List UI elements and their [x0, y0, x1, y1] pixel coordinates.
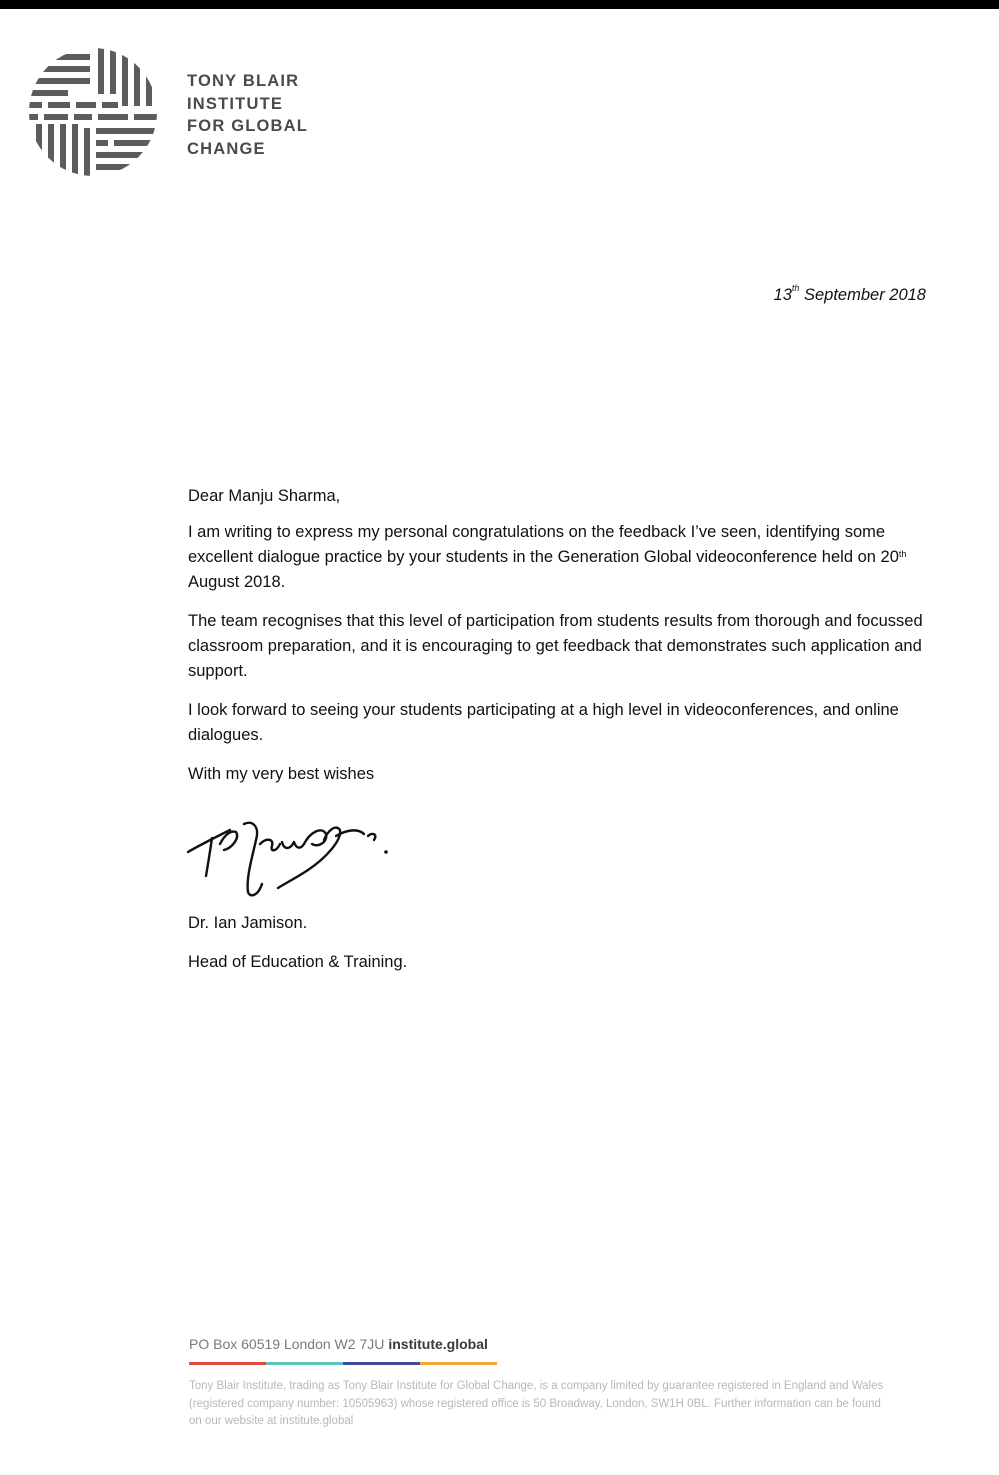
rule-segment-navy [343, 1362, 420, 1365]
paragraph-look-forward: I look forward to seeing your students participating at a high level in videoconferences, and online dialogues. [188, 701, 899, 744]
organization-name-line: FOR GLOBAL [187, 117, 309, 135]
organization-name-line: TONY BLAIR [187, 72, 300, 90]
organization-name-line: CHANGE [187, 139, 266, 158]
rule-segment-teal [266, 1362, 343, 1365]
ordinal-suffix: th [898, 549, 907, 559]
organization-name [187, 70, 308, 160]
letter-body [188, 484, 928, 801]
footer-legal-notice: Tony Blair Institute, trading as Tony Blair Institute for Global Change, is a company limited by guarantee registered in England and Wales (registered company number: 10505963) whose registered office is 50 Broadway, London, SW1H 0BL. Further information can be found on our website at institute.global [189, 1380, 884, 1427]
organization-name-line: INSTITUTE [187, 94, 284, 113]
footer-color-rule [189, 1362, 497, 1365]
rule-segment-orange [420, 1362, 497, 1365]
closing: With my very best wishes [188, 765, 375, 783]
rule-segment-red [189, 1362, 266, 1365]
date-day: 13 [773, 286, 792, 304]
top-edge-bar [0, 0, 999, 9]
signer-title: Head of Education & Training. [188, 953, 408, 971]
postal-address: PO Box 60519 London W2 7JU [189, 1336, 385, 1352]
date-suffix: th [791, 283, 800, 293]
paragraph-congratulations [188, 520, 928, 595]
institute-logo-icon [28, 46, 158, 178]
letter-date [773, 283, 926, 305]
paragraph-1-text: I am writing to express my personal congratulations on the feedback I’ve seen, identifying some excellent dialogue practice by your students in the Generation Global videoconference held on 20 [188, 523, 899, 566]
date-month-year: September 2018 [803, 286, 926, 304]
signer-name: Dr. Ian Jamison. [188, 914, 308, 932]
paragraph-1-text-end: August 2018. [188, 573, 286, 591]
paragraph-participation: The team recognises that this level of participation from students results from thorough and focussed classroom preparation, and it is encouraging to get feedback that demonstrates such application and support. [188, 612, 923, 680]
footer-address [189, 1336, 488, 1352]
website-link[interactable]: institute.global [388, 1336, 488, 1352]
handwritten-signature [186, 800, 396, 900]
salutation: Dear Manju Sharma, [188, 487, 341, 505]
